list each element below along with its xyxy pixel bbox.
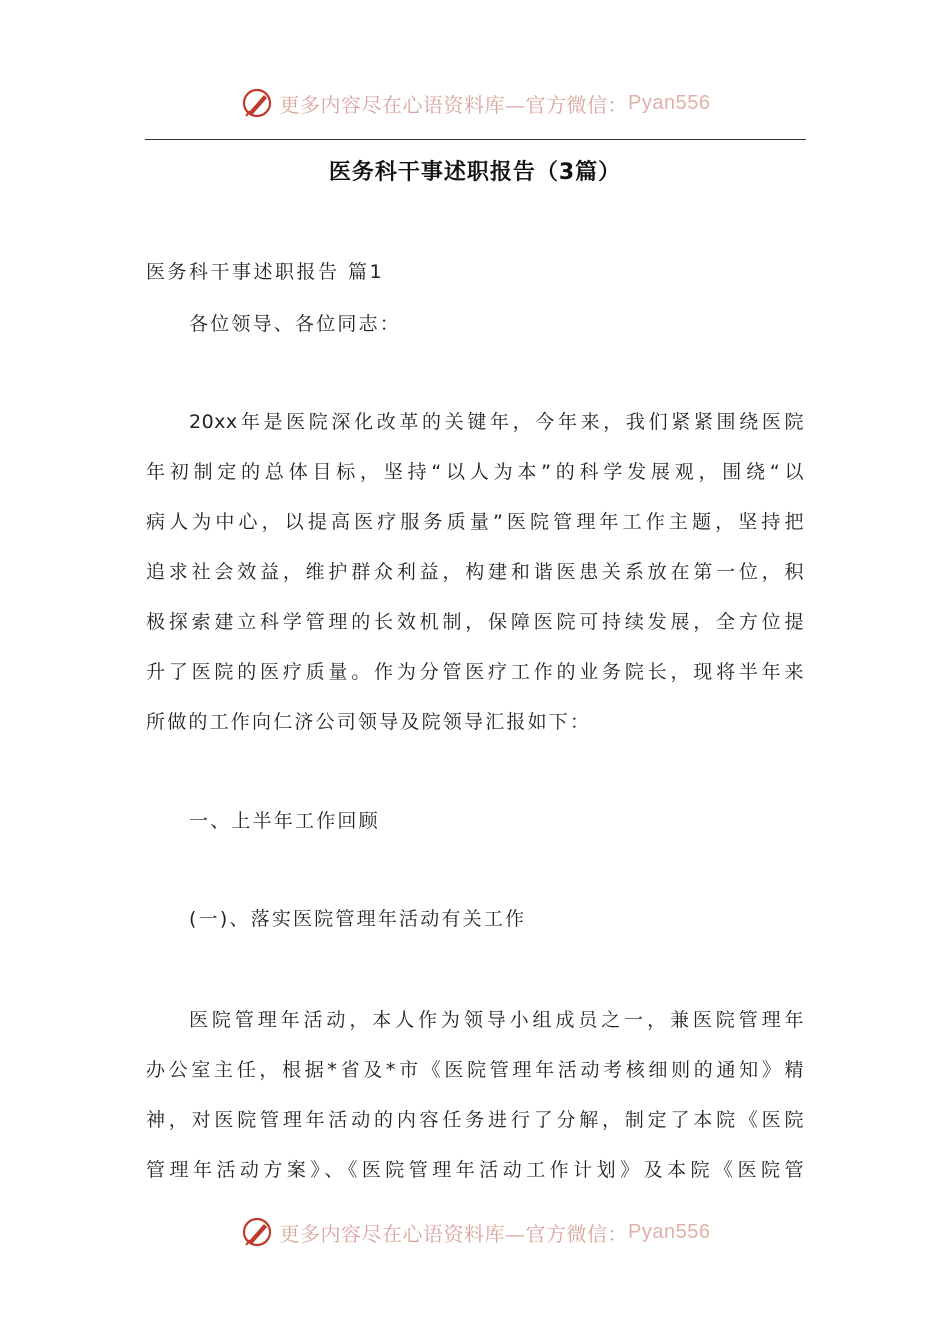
paragraph-line: 年初制定的总体目标，坚持“以人为本”的科学发展观，围绕“以	[146, 461, 804, 483]
watermark-text: 更多内容尽在心语资料库—官方微信：	[279, 92, 629, 117]
paragraph-line: 20xx年是医院深化改革的关键年，今年来，我们紧紧围绕医院	[189, 411, 804, 433]
paragraph-line: 升了医院的医疗质量。作为分管医疗工作的业务院长，现将半年来	[146, 661, 804, 683]
paragraph-line: 极探索建立科学管理的长效机制，保障医院可持续发展，全方位提	[146, 611, 804, 633]
paragraph-line: 管理年活动方案》、《医院管理年活动工作计划》及本院《医院管	[146, 1159, 804, 1181]
watermark-text: 更多内容尽在心语资料库—官方微信：	[279, 1221, 629, 1246]
watermark-banner-top	[0, 83, 950, 123]
pen-logo-icon	[240, 86, 274, 120]
document-title: 医务科干事述职报告（3篇）	[328, 160, 622, 185]
paragraph-line: 病人为中心，以提高医疗服务质量”医院管理年工作主题，坚持把	[146, 511, 804, 533]
section-heading: 医务科干事述职报告 篇1	[146, 261, 385, 283]
watermark-wechat-id: Pyan556	[628, 1220, 711, 1243]
paragraph-line: 所做的工作向仁济公司领导及院领导汇报如下：	[146, 711, 592, 733]
paragraph-line: 医院管理年活动，本人作为领导小组成员之一，兼医院管理年	[189, 1009, 804, 1031]
heading-management-year: (一)、落实医院管理年活动有关工作	[189, 908, 527, 930]
salutation: 各位领导、各位同志：	[189, 313, 402, 335]
paragraph-line: 办公室主任，根据*省及*市《医院管理年活动考核细则的通知》精	[146, 1059, 804, 1081]
watermark-wechat-id: Pyan556	[628, 91, 711, 114]
heading-first-half-review: 一、上半年工作回顾	[189, 810, 380, 832]
pen-logo-icon	[240, 1215, 274, 1249]
watermark-banner-bottom	[0, 1212, 950, 1252]
paragraph-line: 追求社会效益，维护群众利益，构建和谐医患关系放在第一位，积	[146, 561, 804, 583]
header-rule	[145, 139, 806, 140]
paragraph-line: 神，对医院管理年活动的内容任务进行了分解，制定了本院《医院	[146, 1109, 804, 1131]
